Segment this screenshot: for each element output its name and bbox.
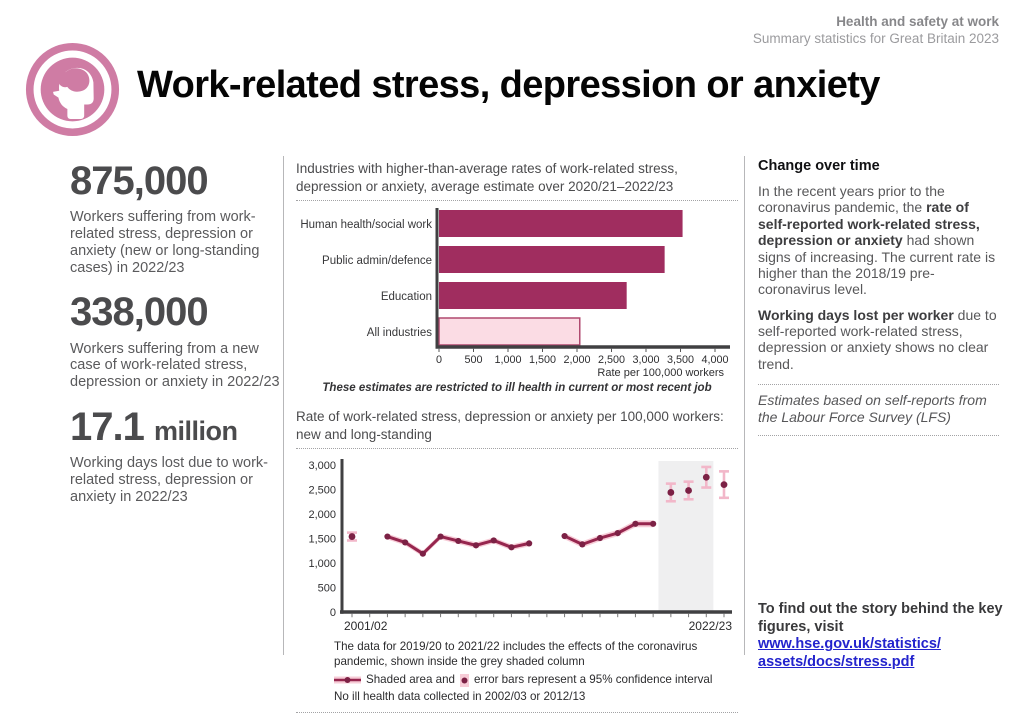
stat-value: 17.1 million [70, 405, 238, 450]
line-y-tick-label: 2,000 [308, 508, 336, 521]
bar-0 [439, 210, 683, 237]
data-point [491, 538, 497, 544]
stat-workers-suffering [70, 160, 284, 276]
line-x-last-label: 2022/23 [688, 619, 732, 634]
head-brain-icon [25, 42, 120, 137]
change-over-time-heading: Change over time [758, 158, 880, 174]
change-paragraph-working-days: Working days lost per worker due to self-reported work-related stress, depression or anxiety shows no clear trend. [758, 306, 997, 372]
page-title: Work-related stress, depression or anxiety [137, 64, 880, 106]
data-point [703, 474, 710, 481]
industry-bar-chart [296, 204, 738, 380]
line-y-tick-label: 1,500 [308, 533, 336, 546]
bar-1 [439, 246, 665, 273]
data-point [526, 540, 532, 546]
data-point [384, 534, 390, 540]
legend-text-pre: Shaded area and [366, 672, 455, 686]
bar-chart-title: Industries with higher-than-average rates of work-related stress, depression or anxiety, average estimate over 2020/21–2022/23 [296, 160, 738, 201]
bar-x-axis-label: Rate per 100,000 workers [597, 367, 724, 380]
right-column-divider [744, 156, 745, 655]
line-y-tick-label: 0 [329, 606, 336, 619]
error-bar-icon [460, 674, 469, 687]
data-point [615, 530, 621, 536]
bar-chart-note: These estimates are restricted to ill health in current or most recent job [322, 382, 712, 395]
stat-value: 338,000 [70, 290, 208, 335]
shaded-area-line-icon [334, 674, 361, 686]
data-point [473, 542, 479, 548]
bar-x-tick-label: 3,000 [632, 354, 660, 367]
report-subtitle: Summary statistics for Great Britain 2023 [752, 30, 999, 46]
data-point [455, 538, 461, 544]
line-chart-footnotes [296, 640, 738, 712]
change-paragraph-rate: In the recent years prior to the coronavirus pandemic, the rate of self-reported work-related stress, depression or anxiety had shown signs of increasing. The current rate is higher than the 2018/19 pre-coronavirus level. [758, 183, 996, 298]
stat-description: Working days lost due to work-related stress, depression or anxiety in 2022/23 [70, 455, 268, 505]
bar-category-label: All industries [366, 327, 432, 340]
stat-unit: million [153, 416, 238, 447]
rate-trend-line-chart [296, 452, 738, 638]
bar-category-label: Public admin/defence [322, 255, 432, 268]
stat-description: Workers suffering from a new case of work-related stress, depression or anxiety in 2022/23 [70, 340, 280, 391]
bar-x-tick-label: 2,500 [597, 354, 626, 367]
data-point [632, 521, 638, 527]
stat-description: Workers suffering from work-related stress, depression or anxiety (new or long-standing cases) in 2022/23 [70, 209, 260, 276]
stat-working-days-lost [70, 406, 284, 506]
stress-report-link-line2[interactable]: assets/docs/stress.pdf [758, 654, 915, 671]
line-y-tick-label: 3,000 [308, 459, 336, 472]
bar-3 [439, 318, 580, 345]
data-point [650, 521, 656, 527]
bar-x-tick-label: 1,500 [528, 354, 557, 367]
bar-x-tick-label: 500 [464, 354, 483, 367]
stat-new-cases [70, 291, 284, 391]
data-point [721, 481, 728, 488]
data-point [349, 533, 356, 540]
stress-report-link-line1[interactable]: www.hse.gov.uk/statistics/ [758, 636, 941, 653]
bar-x-tick-label: 2,000 [563, 354, 591, 367]
legend-text-post: error bars represent a 95% confidence interval [473, 672, 713, 686]
footer-link-block [758, 601, 1008, 672]
data-point [597, 535, 603, 541]
bar-x-tick-label: 0 [435, 354, 443, 367]
data-point [685, 487, 692, 494]
page-header [753, 14, 999, 48]
bar-2 [439, 282, 627, 309]
bar-x-tick-label: 4,000 [701, 354, 729, 367]
bar-category-label: Education [380, 291, 432, 304]
change-over-time-column [758, 158, 999, 436]
data-point [508, 544, 514, 550]
data-point [437, 534, 443, 540]
stat-value: 875,000 [70, 159, 208, 203]
chart-legend [334, 673, 738, 688]
footer-lead-text: To find out the story behind the key figures, visit [758, 601, 1003, 635]
brand-title: Health and safety at work [836, 14, 999, 29]
line-y-tick-label: 1,000 [308, 557, 336, 570]
key-stats-column [70, 160, 284, 521]
data-point [402, 540, 408, 546]
data-point [579, 541, 585, 547]
pandemic-note: The data for 2019/20 to 2021/22 includes the effects of the coronavirus pandemic, shown inside the grey shaded column [334, 640, 698, 669]
missing-data-note: No ill health data collected in 2002/03 or 2012/13 [334, 689, 586, 703]
line-y-tick-label: 2,500 [308, 484, 336, 497]
bar-x-tick-label: 3,500 [666, 354, 695, 367]
data-point [667, 489, 674, 496]
charts-column [296, 160, 738, 713]
bar-x-tick-label: 1,000 [494, 354, 522, 367]
data-point [561, 533, 567, 539]
line-x-first-label: 2001/02 [344, 619, 388, 634]
line-y-tick-label: 500 [317, 582, 336, 595]
line-chart-title: Rate of work-related stress, depression or anxiety per 100,000 workers: new and long-standing [296, 408, 738, 449]
lfs-source-note: Estimates based on self-reports from the Labour Force Survey (LFS) [758, 384, 999, 436]
bar-category-label: Human health/social work [300, 219, 432, 232]
data-point [420, 551, 426, 557]
